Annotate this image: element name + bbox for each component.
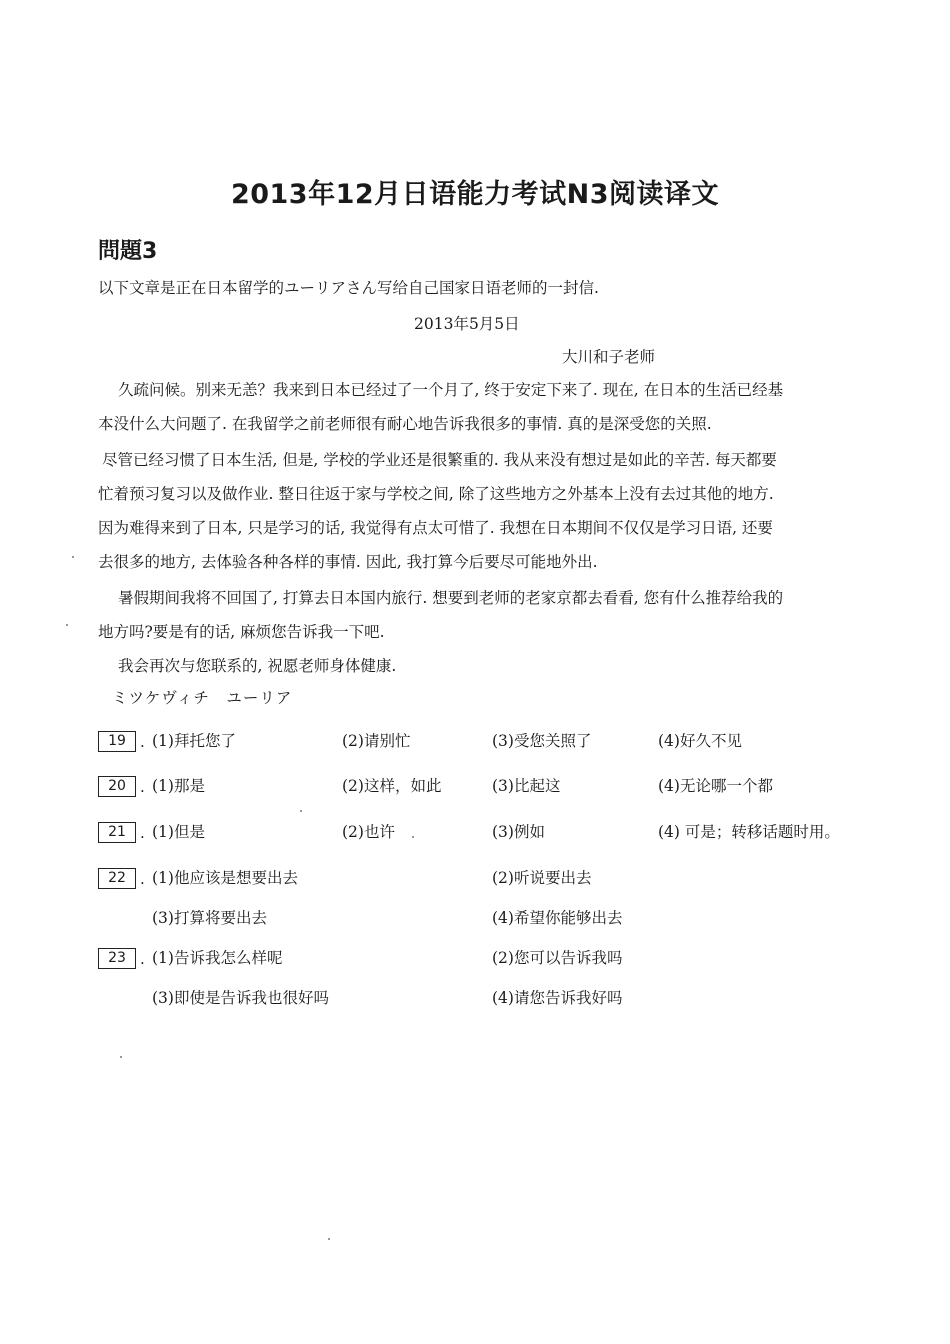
question-number-box: 21 bbox=[98, 822, 136, 843]
answer-option: (3)即使是告诉我也很好吗 bbox=[152, 989, 329, 1007]
question-number-box: 19 bbox=[98, 731, 136, 752]
answer-option: (2)也许 bbox=[342, 823, 395, 841]
question-separator: . bbox=[140, 778, 145, 796]
section-heading: 問題3 bbox=[98, 239, 158, 264]
scan-speck bbox=[328, 1238, 330, 1240]
answer-option: (4)希望你能够出去 bbox=[492, 909, 623, 927]
letter-line: 去很多的地方, 去体验各种各样的事情. 因此, 我打算今后要尽可能地外出. bbox=[98, 553, 598, 571]
letter-signature: ミツケヴィチ ユーリア bbox=[112, 689, 293, 707]
page-title: 2013年12月日语能力考试N3阅读译文 bbox=[230, 179, 720, 210]
question-number-box: 22 bbox=[98, 868, 136, 889]
scan-speck bbox=[120, 1056, 122, 1058]
answer-option: (1)他应该是想要出去 bbox=[152, 869, 298, 887]
question-number-box: 23 bbox=[98, 948, 136, 969]
answer-option: (2)请别忙 bbox=[342, 732, 411, 750]
scan-speck bbox=[66, 624, 68, 626]
scan-speck bbox=[72, 556, 74, 558]
letter-recipient: 大川和子老师 bbox=[562, 348, 656, 366]
answer-option: (1)告诉我怎么样呢 bbox=[152, 949, 283, 967]
answer-option: (3)比起这 bbox=[492, 777, 561, 795]
answer-option: (2)听说要出去 bbox=[492, 869, 592, 887]
question-separator: . bbox=[140, 950, 145, 968]
letter-line: 本没什么大问题了. 在我留学之前老师很有耐心地告诉我很多的事情. 真的是深受您的关照. bbox=[98, 415, 712, 433]
answer-option: (4)好久不见 bbox=[658, 732, 742, 750]
letter-line: 我会再次与您联系的, 祝愿老师身体健康. bbox=[118, 657, 397, 675]
question-separator: . bbox=[140, 733, 145, 751]
answer-option: (3)受您关照了 bbox=[492, 732, 592, 750]
answer-option: (1)那是 bbox=[152, 777, 205, 795]
question-separator: . bbox=[140, 824, 145, 842]
intro-text: 以下文章是正在日本留学的ユーリアさん写给自己国家日语老师的一封信. bbox=[98, 279, 599, 297]
letter-line: 暑假期间我将不回国了, 打算去日本国内旅行. 想要到老师的老家京都去看看, 您有什么推荐给我的 bbox=[118, 589, 784, 607]
letter-line: 尽管已经习惯了日本生活, 但是, 学校的学业还是很繁重的. 我从来没有想过是如此的辛苦. 每天都要 bbox=[102, 451, 777, 469]
question-number-box: 20 bbox=[98, 776, 136, 797]
answer-option: (4) 可是；转移话题时用。 bbox=[658, 823, 840, 841]
question-separator: . bbox=[140, 870, 145, 888]
answer-option: (3)打算将要出去 bbox=[152, 909, 267, 927]
scan-speck bbox=[412, 836, 414, 838]
letter-line: 因为难得来到了日本, 只是学习的话, 我觉得有点太可惜了. 我想在日本期间不仅仅是学习日语, 还要 bbox=[98, 519, 773, 537]
letter-line: 久疏问候。别来无恙？我来到日本已经过了一个月了, 终于安定下来了. 现在, 在日本的生活已经基 bbox=[118, 381, 784, 399]
answer-option: (3)例如 bbox=[492, 823, 545, 841]
answer-option: (4)无论哪一个都 bbox=[658, 777, 773, 795]
answer-option: (2)您可以告诉我吗 bbox=[492, 949, 623, 967]
letter-line: 忙着预习复习以及做作业. 整日往返于家与学校之间, 除了这些地方之外基本上没有去过其他的地方. bbox=[98, 485, 774, 503]
scan-speck bbox=[300, 810, 302, 812]
letter-date: 2013年5月5日 bbox=[414, 315, 520, 333]
letter-line: 地方吗?要是有的话, 麻烦您告诉我一下吧. bbox=[98, 623, 385, 641]
answer-option: (1)但是 bbox=[152, 823, 205, 841]
answer-option: (2)这样，如此 bbox=[342, 777, 442, 795]
answer-option: (1)拜托您了 bbox=[152, 732, 236, 750]
answer-option: (4)请您告诉我好吗 bbox=[492, 989, 623, 1007]
